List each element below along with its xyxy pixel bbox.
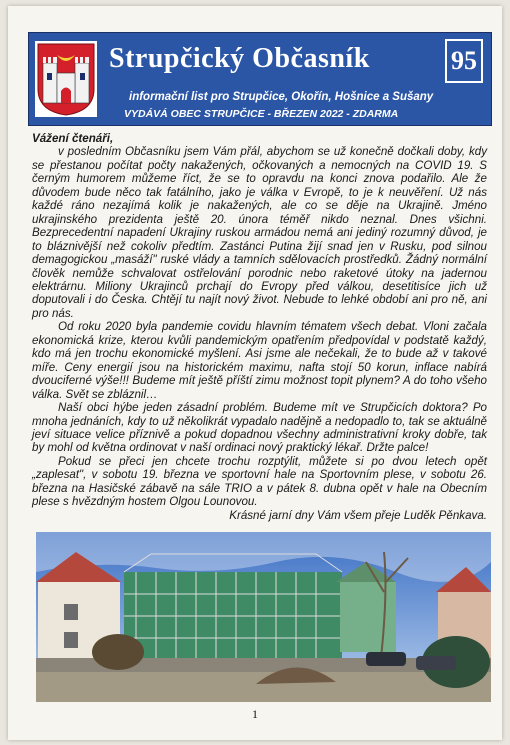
newsletter-title: Strupčický Občasník — [109, 43, 370, 74]
letter-paragraph: v posledním Občasníku jsem Vám přál, abychom se už konečně dočkali doby, kdy se přestanou počítat počty nakažených, očkovaných a nemocných na COVID 19. S černým humorem můžeme říct, že se to opravdu na konci znova podařilo. Ale že důvodem bude něco tak fatálního, jako je válka v Evropě, to je k neuvěření. Už nás každé ráno nezajímá kolik je nakažených, ale co se děje na Ukrajině. Jméno ukrajinského prezidenta ještě 20. února téměř nikdo neznal. Dnes všichni. Bezprecedentní napadení Ukrajiny ruskou armádou nemá ani jediný rozumný důvod, je to bláznivější než cokoliv předtím. Zastánci Putina žijí snad jen v Rusku, pod silnou demagogickou „masáží" ruské vlády a tamních sdělovacích prostředků. Žádný normální člověk nemůže schvalovat ostřelování porodnic nebo raketové útoky na jadernou elektrárnu. Miliony Ukrajinců prchají do Evropy před válkou, desetitisíce jich už doputovali i do Česka. Chtějí tu najít nový život. Nebude to lehké období ani pro ně, ani pro nás. — [32, 145, 487, 320]
page-number: 1 — [252, 707, 258, 721]
letter-signature: Krásné jarní dny Vám všem přeje Luděk Pěnkava. — [229, 508, 487, 522]
coat-of-arms-icon — [35, 41, 97, 117]
issue-number: 95 — [445, 39, 483, 83]
newsletter-subtitle: informační list pro Strupčice, Okořín, Hošnice a Sušany — [129, 91, 434, 103]
letter-paragraph: Od roku 2020 byla pandemie covidu hlavním tématem všech debat. Vloni začala ekonomická krize, kterou kvůli pandemickým opatřením předpovídal v podstatě každý, kdo má jen trochu ekonomické myšlení. Asi jsme ale nečekali, že to bude až v takové míře. Ceny energií jsou na historickém maximu, nafta stojí 50 korun, inflace nabírá dvouciferné výše!!! Budeme mít ještě příští zimu možnost topit plynem? A do toho všeho válka. Svět se zbláznil… — [32, 320, 487, 401]
newsletter-page — [8, 6, 502, 740]
letter-paragraph: Pokud se přeci jen chcete trochu rozptýlit, můžete si po dvou letech opět „zaplesat", v sobotu 19. března ve sportovní hale na Sportovním plese, v sobotu 26. března na Hasičské zábavě na sále TRIO a v pátek 8. dubna opět v hale na Obecním plese s hvězdným hostem Olgou Lounovou. — [32, 454, 487, 509]
village-photo — [36, 532, 491, 702]
letter-paragraph: Naší obci hýbe jeden zásadní problém. Budeme mít ve Strupčicích doktora? Po mnoha jednáních, kdy to už několikrát vypadalo nadějně a nedopadlo to, tak se aktuálně jeví situace velice příznivě a pokud dopadnou všechny administrativní kroky dobře, tak by mohl od května ordinovat v naší ordinaci nový praktický lékař. Držte palce! — [32, 401, 487, 455]
masthead — [28, 32, 492, 126]
letter-greeting: Vážení čtenáři, — [32, 132, 114, 145]
publisher-line: VYDÁVÁ OBEC STRUPČICE - BŘEZEN 2022 - ZDARMA — [124, 108, 399, 120]
editorial-letter — [32, 132, 487, 522]
